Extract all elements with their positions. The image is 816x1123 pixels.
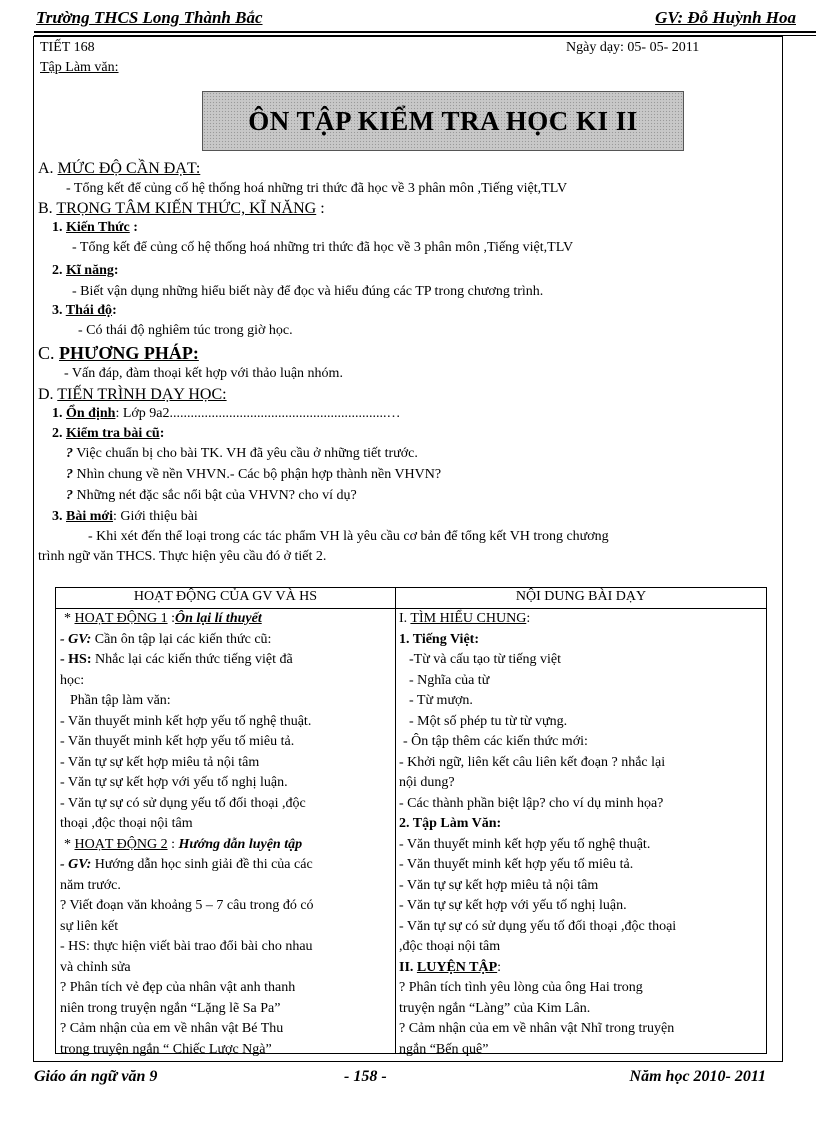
section-d-heading xyxy=(38,386,227,404)
d2-q1-text: Việc chuẩn bị cho bài TK. VH đã yêu cầu ở những tiết trước. xyxy=(76,446,418,461)
right-line-9: - Văn thuyết minh kết hợp yếu tố nghệ thuật. xyxy=(399,836,651,852)
d3-text-1: - Khi xét đến thể loại trong các tác phẩm VH là yêu cầu cơ bản để tổng kết VH trong chương xyxy=(88,529,609,544)
question-icon: ? xyxy=(66,467,73,482)
gv2-line-2: năm trước. xyxy=(60,877,121,893)
header-rule xyxy=(34,31,816,33)
tap-lam-van-heading: 2. Tập Làm Văn: xyxy=(399,816,502,831)
section-b-label: B. xyxy=(38,200,57,217)
part-2-suffix: : xyxy=(497,959,502,975)
d3-title: Bài mới xyxy=(66,509,114,524)
left-line-3: - Văn thuyết minh kết hợp yếu tố miêu tả. xyxy=(60,734,295,749)
d1-title: Ổn định xyxy=(66,406,116,421)
b1-suffix: : xyxy=(129,220,138,235)
d3-text-2: trình ngữ văn THCS. Thực hiện yêu cầu đó ở tiết 2. xyxy=(38,549,327,564)
d2-question-1 xyxy=(66,446,418,462)
part-1-suffix: : xyxy=(526,611,531,626)
title-box xyxy=(202,91,684,151)
right-line-16: truyện ngắn “Làng” của Kim Lân. xyxy=(399,1000,591,1016)
section-c-label: C. xyxy=(38,343,60,363)
d1-suffix: : Lớp 9a2..............................................................… xyxy=(115,406,401,421)
activity-1-heading xyxy=(60,609,390,630)
right-line-3: - Từ mượn. xyxy=(409,693,473,708)
d3-num: 3. xyxy=(52,509,66,524)
table-column-divider xyxy=(395,587,396,1054)
gv2-text: Hướng dẫn học sinh giải đề thi của các xyxy=(91,857,313,872)
b2-num: 2. xyxy=(52,263,66,278)
right-line-2: - Nghĩa của từ xyxy=(409,672,490,688)
right-line-12: - Văn tự sự kết hợp với yếu tố nghị luận. xyxy=(399,898,627,913)
section-a-heading xyxy=(38,160,200,178)
right-line-18: ngắn “Bến quê” xyxy=(399,1041,489,1057)
b3-suffix: : xyxy=(112,303,117,318)
b1-num: 1. xyxy=(52,220,66,235)
school-name: Trường THCS Long Thành Bắc xyxy=(36,8,263,27)
table-right-column xyxy=(399,609,763,1060)
left-line-15: trong truyện ngắn “ Chiếc Lược Ngà” xyxy=(60,1041,272,1057)
table-left-column xyxy=(60,609,390,1060)
right-line-6: - Khởi ngữ, liên kết câu liên kết đoạn ? nhắc lại xyxy=(399,754,666,770)
hs-text: Nhắc lại các kiến thức tiếng việt đã xyxy=(91,652,293,667)
b3-heading xyxy=(52,303,117,319)
question-icon: ? xyxy=(66,488,73,503)
b2-heading xyxy=(52,263,119,279)
d2-question-2 xyxy=(66,467,441,483)
hs-label: - HS: xyxy=(60,652,92,667)
part-1-heading xyxy=(399,609,763,630)
section-b-title: TRỌNG TÂM KIẾN THỨC, KĨ NĂNG xyxy=(56,200,317,217)
activity-1-title: Ôn lại lí thuyết xyxy=(174,611,262,626)
section-b-heading xyxy=(38,200,325,218)
part-2-num: II. xyxy=(399,959,417,975)
d2-question-3 xyxy=(66,488,357,504)
activity-1-sep: : xyxy=(167,611,175,626)
activity-2-label: HOẠT ĐỘNG 2 xyxy=(74,836,168,852)
b1-title: Kiến Thức xyxy=(66,220,130,235)
section-b-suffix: : xyxy=(316,200,325,217)
section-c-text: - Vấn đáp, đàm thoại kết hợp với thảo luận nhóm. xyxy=(64,366,343,381)
question-icon: ? xyxy=(66,446,73,461)
d2-title: Kiểm tra bài cũ xyxy=(66,426,160,441)
left-line-6: - Văn tự sự có sử dụng yếu tố đối thoại ,độc xyxy=(60,795,306,811)
right-line-1: -Từ và cấu tạo từ tiếng việt xyxy=(409,652,562,667)
table-header-right: NỘI DUNG BÀI DẠY xyxy=(515,589,647,604)
teaching-date: Ngày dạy: 05- 05- 2011 xyxy=(566,40,700,55)
b3-num: 3. xyxy=(52,303,66,318)
b2-text: - Biết vận dụng những hiểu biết này để đọc và hiểu đúng các TP trong chương trình. xyxy=(72,284,544,299)
d2-suffix: : xyxy=(159,426,165,441)
d2-q3-text: Những nét đặc sắc nổi bật của VHVN? cho ví dụ? xyxy=(76,488,357,503)
section-d-title: TIẾN TRÌNH DẠY HỌC: xyxy=(57,386,227,403)
d2-num: 2. xyxy=(52,426,66,441)
subject-label: Tập Làm văn: xyxy=(40,60,119,75)
left-line-10: - HS: thực hiện viết bài trao đổi bài cho nhau xyxy=(60,939,313,954)
section-c-title: PHƯƠNG PHÁP: xyxy=(59,343,199,363)
section-a-title: MỨC ĐỘ CẦN ĐẠT: xyxy=(57,160,201,177)
part-2-title: LUYỆN TẬP xyxy=(416,959,498,975)
right-line-15: ? Phân tích tình yêu lòng của ông Hai trong xyxy=(399,980,643,995)
section-c-heading xyxy=(38,343,199,364)
right-line-10: - Văn thuyết minh kết hợp yếu tố miêu tả. xyxy=(399,857,634,872)
activity-2-title: Hướng dẫn luyện tập xyxy=(178,836,303,852)
b2-title: Kĩ năng xyxy=(66,263,114,278)
left-line-14: ? Cảm nhận của em về nhân vật Bé Thu xyxy=(60,1021,284,1036)
d2-heading xyxy=(52,426,164,442)
d3-suffix: : Giới thiệu bài xyxy=(113,509,198,524)
part-2-heading xyxy=(399,958,763,979)
activity-2-bullet: * xyxy=(64,836,75,852)
left-line-5: - Văn tự sự kết hợp với yếu tố nghị luận. xyxy=(60,775,288,790)
right-line-14: ,độc thoại nội tâm xyxy=(399,939,501,954)
left-line-8: ? Viết đoạn văn khoảng 5 – 7 câu trong đó có xyxy=(60,898,314,913)
page-title: ÔN TẬP KIỂM TRA HỌC KI II xyxy=(248,105,638,136)
table-header-left: HOẠT ĐỘNG CỦA GV VÀ HS xyxy=(133,589,318,604)
left-line-13: niên trong truyện ngắn “Lặng lẽ Sa Pa” xyxy=(60,1000,281,1016)
left-line-4: - Văn tự sự kết hợp miêu tả nội tâm xyxy=(60,754,260,770)
hs-line-2: học: xyxy=(60,672,85,688)
gv-text: Cần ôn tập lại các kiến thức cũ: xyxy=(91,631,272,647)
b3-text: - Có thái độ nghiêm túc trong giờ học. xyxy=(78,323,293,338)
right-line-5: - Ôn tập thêm các kiến thức mới: xyxy=(403,734,588,749)
b2-suffix: : xyxy=(113,263,119,278)
d1-num: 1. xyxy=(52,406,66,421)
lesson-number: TIẾT 168 xyxy=(40,40,95,55)
right-line-8: - Các thành phần biệt lập? cho ví dụ minh họa? xyxy=(399,795,664,811)
b1-heading xyxy=(52,220,138,236)
activity-1-bullet: * xyxy=(64,611,75,626)
left-line-11: và chỉnh sửa xyxy=(60,959,131,975)
left-line-2: - Văn thuyết minh kết hợp yếu tố nghệ thuật. xyxy=(60,713,312,729)
right-line-7: nội dung? xyxy=(399,775,455,790)
gv2-line xyxy=(60,855,390,876)
gv-label: - GV: xyxy=(60,631,92,647)
d1-line xyxy=(52,406,401,422)
section-a-text: - Tổng kết để củng cố hệ thống hoá những tri thức đã học về 3 phân môn ,Tiếng việt,TLV xyxy=(66,181,568,196)
hs-line xyxy=(60,650,390,671)
section-d-label: D. xyxy=(38,386,58,403)
activity-1-label: HOẠT ĐỘNG 1 xyxy=(74,611,168,626)
left-line-9: sự liên kết xyxy=(60,918,119,934)
left-line-1: Phần tập làm văn: xyxy=(70,693,171,708)
d3-line xyxy=(52,509,198,525)
part-1-title: TÌM HIỂU CHUNG xyxy=(410,611,527,626)
teacher-name: GV: Đỗ Huỳnh Hoa xyxy=(655,8,796,27)
footer-school-year: Năm học 2010- 2011 xyxy=(629,1068,766,1085)
gv2-label: - GV: xyxy=(60,857,92,872)
activity-2-sep: : xyxy=(167,836,179,852)
right-line-11: - Văn tự sự kết hợp miêu tả nội tâm xyxy=(399,877,599,893)
footer-page-number: - 158 - xyxy=(344,1068,387,1085)
right-line-13: - Văn tự sự có sử dụng yếu tố đối thoại ,độc thoại xyxy=(399,918,677,934)
footer-course: Giáo án ngữ văn 9 xyxy=(34,1068,158,1085)
b1-text: - Tổng kết để củng cố hệ thống hoá những tri thức đã học về 3 phân môn ,Tiếng việt,TLV xyxy=(72,240,574,255)
left-line-7: thoại ,độc thoại nội tâm xyxy=(60,816,193,831)
part-1-num: I. xyxy=(399,611,411,626)
page-header xyxy=(34,6,796,28)
tieng-viet-heading: 1. Tiếng Việt: xyxy=(399,631,479,647)
b3-title: Thái độ xyxy=(65,303,113,318)
activity-2-heading xyxy=(60,835,390,856)
right-line-17: ? Cảm nhận của em về nhân vật Nhĩ trong truyện xyxy=(399,1021,675,1036)
right-line-4: - Một số phép tu từ từ vựng. xyxy=(409,713,568,729)
gv-line xyxy=(60,630,390,651)
section-a-label: A. xyxy=(38,160,58,177)
left-line-12: ? Phân tích vẻ đẹp của nhân vật anh thanh xyxy=(60,980,296,995)
d2-q2-text: Nhìn chung về nền VHVN.- Các bộ phận hợp thành nền VHVN? xyxy=(76,467,442,482)
